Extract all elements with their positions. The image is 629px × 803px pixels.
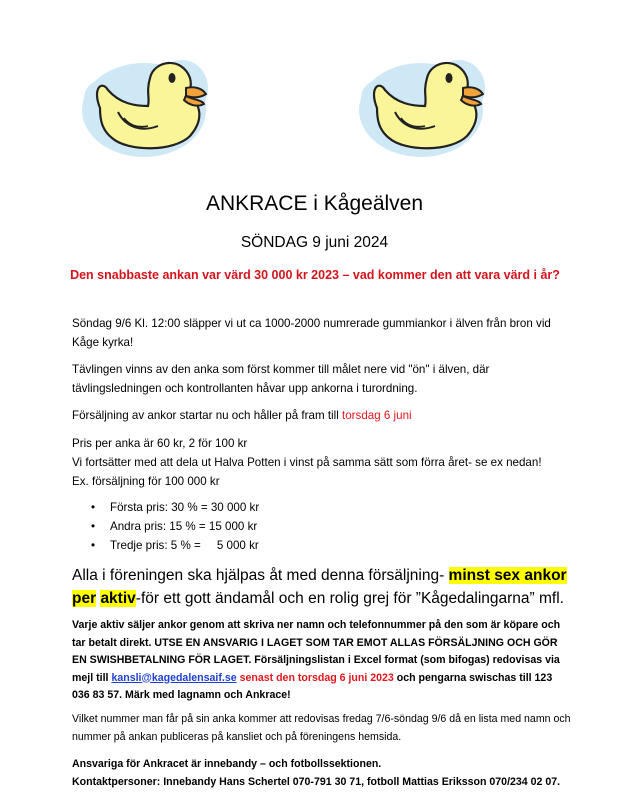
event-date: SÖNDAG 9 juni 2024 [240, 234, 389, 251]
appeal-text: Alla i föreningen ska hjälpas åt med denna försäljning- [72, 567, 449, 584]
duck-icon [78, 48, 210, 160]
footer [72, 756, 572, 791]
deadline-text: senast den torsdag 6 juni 2023 [236, 671, 394, 684]
highlight-min-ducks: minst sex ankor per [72, 567, 567, 607]
price-line: Pris per anka är 60 kr, 2 för 100 kr [72, 437, 248, 450]
appeal-text-end: -för ett gott ändamål och en rolig grej för ”Kågedalingarna” mfl. [135, 590, 564, 607]
prize-list [72, 498, 259, 555]
rules-paragraph: Tävlingen vinns av den anka som först kommer till målet nere vid "ön" i älven, där tävlingsledningen och kontrollanten håvar upp ankorna i turordning. [72, 363, 490, 395]
instructions-text: Varje aktiv säljer ankor genom att skriva ner namn och telefonnummer på den som är köpare och tar betalt direkt. UTSE EN ANSVARIG I LAGET SOM TAR EMOT ALLAS FÖRSÄLJNING OCH GÖR EN SWISHBETALNING FÖR LAGET. Försäljningslistan i Excel format (som bifogas) redovisas via mejl till [72, 619, 561, 684]
duck-icon [355, 48, 487, 160]
instructions-text-end: och pengarna swischas till 123 036 83 57. Märk med lagnamn och Ankrace! [72, 671, 553, 701]
list-item: • Tredje pris: 5 % = 5 000 kr [91, 539, 259, 552]
intro-paragraph: Söndag 9/6 Kl. 12:00 släpper vi ut ca 1000-2000 numrerade gummiankor i älven från bron vid Kåge kyrka! [72, 317, 551, 349]
prize-second: Andra pris: 15 % = 15 000 kr [110, 520, 258, 533]
list-item: • Första pris: 30 % = 30 000 kr [91, 501, 260, 514]
prize-third: Tredje pris: 5 % = 5 000 kr [110, 539, 259, 552]
headline: Den snabbaste ankan var värd 30 000 kr 2023 – vad kommer den att vara värd i år? [70, 268, 560, 282]
price-paragraph [72, 434, 572, 491]
example-line: Ex. försäljning för 100 000 kr [72, 475, 220, 488]
contact-line: Kontaktpersoner: Innebandy Hans Schertel 070-791 30 71, fotboll Mattias Eriksson 070/234 02 07. [72, 775, 561, 788]
sales-text: Försäljning av ankor startar nu och håller på fram till [72, 409, 342, 422]
instructions-paragraph [72, 617, 572, 705]
sales-paragraph [72, 406, 572, 425]
prize-first: Första pris: 30 % = 30 000 kr [110, 501, 260, 514]
appeal-paragraph [72, 564, 572, 610]
results-paragraph: Vilket nummer man får på sin anka kommer att redovisas fredag 7/6-söndag 9/6 då en lista med namn och nummer på ankan publiceras på kansliet och på föreningens hemsida. [72, 713, 571, 743]
email-link[interactable]: kansli@kagedalensaif.se [111, 671, 237, 684]
responsible-line: Ansvariga för Ankracet är innebandy – och fotbollssektionen. [72, 758, 382, 770]
list-item: • Andra pris: 15 % = 15 000 kr [91, 520, 258, 533]
pot-line: Vi fortsätter med att dela ut Halva Potten i vinst på samma sätt som förra året- se ex nedan! [72, 456, 542, 469]
highlight-active: aktiv [100, 590, 136, 607]
sales-end-date: torsdag 6 juni [342, 409, 412, 422]
page-title: ANKRACE i Kågeälven [205, 192, 424, 215]
